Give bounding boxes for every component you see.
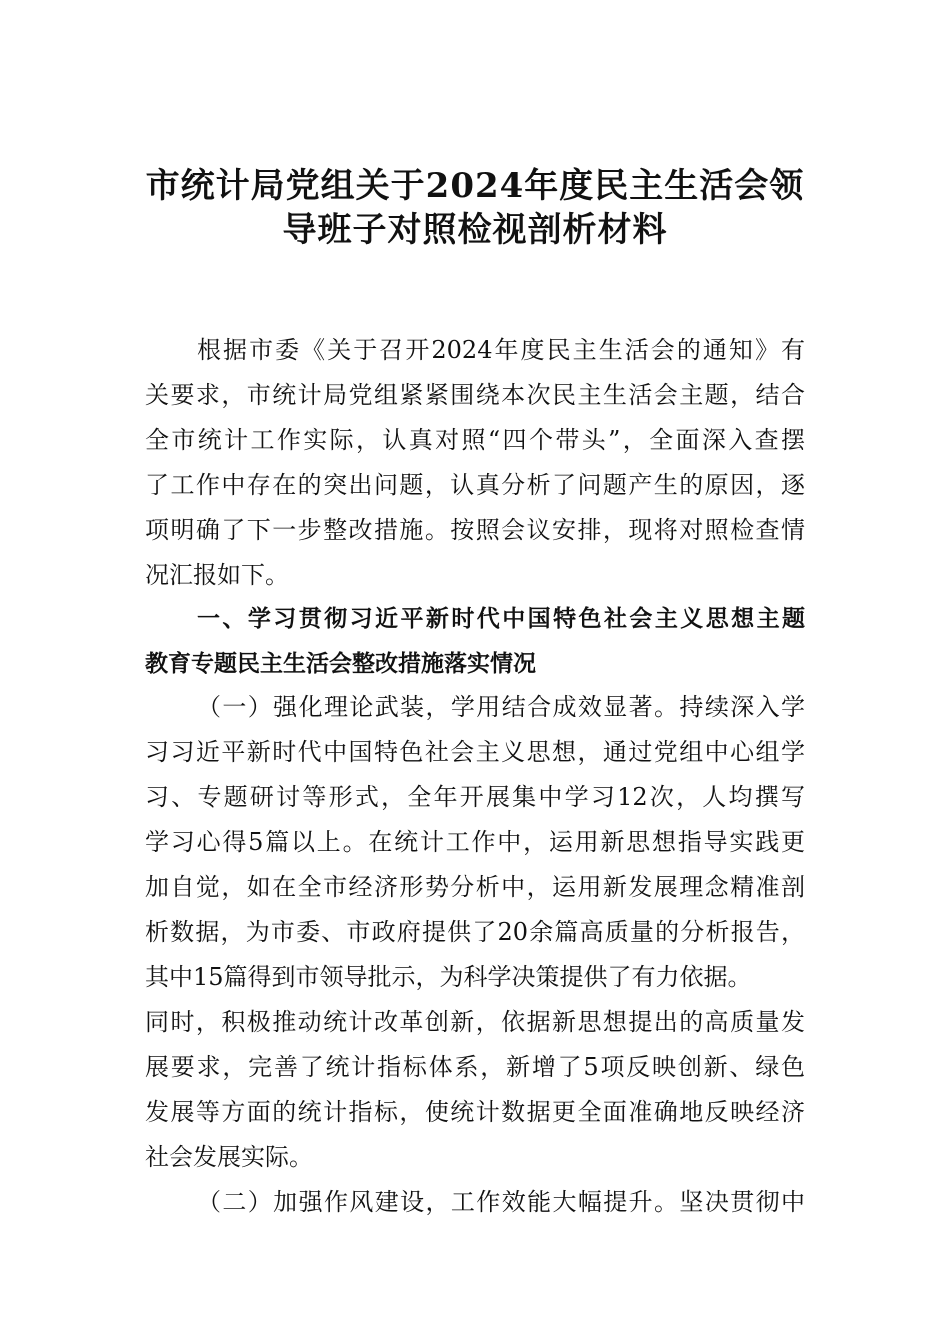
document-title-line-2: 导班子对照检视剖析材料 xyxy=(282,210,668,250)
subsection-1-line: 其中15篇得到市领导批示，为科学决策提供了有力依据。 xyxy=(145,963,752,991)
subsection-1-line: 展要求，完善了统计指标体系，新增了5项反映创新、绿色 xyxy=(145,1053,805,1081)
subsection-1-line: 加自觉，如在全市经济形势分析中，运用新发展理念精准剖 xyxy=(145,873,805,901)
paragraph-1-line: 根据市委《关于召开2024年度民主生活会的通知》有 xyxy=(197,336,805,364)
subsection-1-line: 发展等方面的统计指标，使统计数据更全面准确地反映经济 xyxy=(145,1098,805,1126)
document-title-line-1: 市统计局党组关于2024年度民主生活会领 xyxy=(145,166,805,206)
paragraph-1-line: 况汇报如下。 xyxy=(145,561,289,589)
subsection-1-line: 析数据，为市委、市政府提供了20余篇高质量的分析报告， xyxy=(145,918,805,946)
paragraph-1-line: 全市统计工作实际，认真对照“四个带头”，全面深入查摆 xyxy=(145,426,805,454)
subsection-1-line: 学习心得5篇以上。在统计工作中，运用新思想指导实践更 xyxy=(145,828,805,856)
subsection-2-line: （二）加强作风建设，工作效能大幅提升。坚决贯彻中 xyxy=(197,1188,805,1216)
subsection-1-line: （一）强化理论武装，学用结合成效显著。持续深入学 xyxy=(197,693,805,721)
paragraph-1-line: 关要求，市统计局党组紧紧围绕本次民主生活会主题，结合 xyxy=(145,381,805,409)
subsection-1-line: 习、专题研讨等形式，全年开展集中学习12次，人均撰写 xyxy=(145,783,805,811)
subsection-1-line: 习习近平新时代中国特色社会主义思想，通过党组中心组学 xyxy=(145,738,805,766)
paragraph-1-line: 了工作中存在的突出问题，认真分析了问题产生的原因，逐 xyxy=(145,471,805,499)
section-1-heading-line: 一、学习贯彻习近平新时代中国特色社会主义思想主题 xyxy=(197,606,805,632)
section-1-heading-line: 教育专题民主生活会整改措施落实情况 xyxy=(145,651,536,677)
subsection-1-line: 社会发展实际。 xyxy=(145,1143,313,1171)
subsection-1-line: 同时，积极推动统计改革创新，依据新思想提出的高质量发 xyxy=(145,1008,805,1036)
paragraph-1-line: 项明确了下一步整改措施。按照会议安排，现将对照检查情 xyxy=(145,516,805,544)
